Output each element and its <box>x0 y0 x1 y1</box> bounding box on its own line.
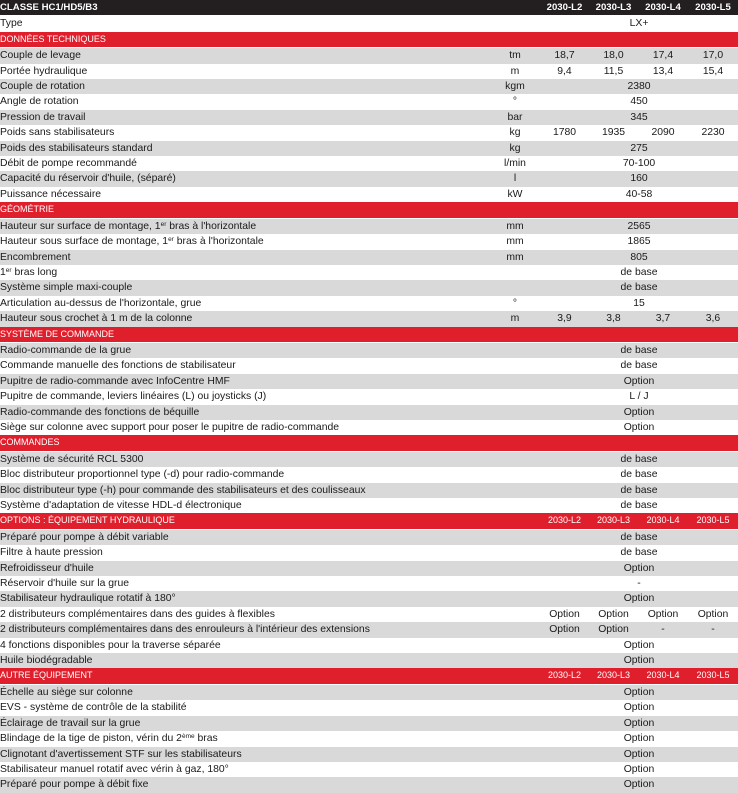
spec-label-text: Huile biodégradable <box>0 655 93 667</box>
spec-label-tail: bras à l'horizontale <box>166 220 257 232</box>
spec-row <box>0 498 738 513</box>
spec-unit <box>490 545 540 560</box>
spec-unit: mm <box>490 250 540 265</box>
spec-unit: m <box>490 64 540 79</box>
spec-value-shared: de base <box>540 545 738 560</box>
section-model-label: 2030-L2 <box>540 513 589 529</box>
spec-row <box>0 700 738 715</box>
section-model-label: 2030-L3 <box>589 513 638 529</box>
spec-value-shared: de base <box>540 451 738 467</box>
spec-label <box>0 451 490 467</box>
spec-row <box>0 731 738 746</box>
spec-label-tail: bras long <box>11 266 58 278</box>
spec-value: 3,6 <box>688 311 738 326</box>
spec-row <box>0 405 738 420</box>
spec-unit <box>490 374 540 389</box>
spec-value: 1780 <box>540 125 589 140</box>
spec-label-text: 4 fonctions disponibles pour la traverse séparée <box>0 639 221 651</box>
spec-value-shared: Option <box>540 420 738 435</box>
spec-value-shared: de base <box>540 483 738 498</box>
spec-row <box>0 48 738 64</box>
spec-label <box>0 716 490 731</box>
spec-label <box>0 622 490 637</box>
spec-label-text: Refroidisseur d'huile <box>0 562 94 574</box>
spec-label-text: Réservoir d'huile sur la grue <box>0 578 130 590</box>
spec-label-text: Couple de levage <box>0 50 81 62</box>
spec-unit: kW <box>490 187 540 202</box>
spec-value-shared: Option <box>540 405 738 420</box>
spec-row <box>0 296 738 311</box>
spec-label <box>0 125 490 140</box>
spec-label-text: Éclairage de travail sur la grue <box>0 717 141 729</box>
section-model-label: 2030-L2 <box>540 668 589 684</box>
class-label: CLASSE HC1/HD5/B3 <box>0 0 490 16</box>
spec-value-shared: 345 <box>540 110 738 125</box>
spec-label <box>0 591 490 606</box>
spec-unit: kgm <box>490 79 540 94</box>
type-label: Type <box>0 16 490 32</box>
spec-unit <box>490 451 540 467</box>
spec-value: Option <box>540 607 589 622</box>
spec-label <box>0 747 490 762</box>
section-unit-cell <box>490 513 540 529</box>
section-title: SYSTÈME DE COMMANDE <box>0 327 490 343</box>
spec-row <box>0 311 738 326</box>
spec-label-superscript: er <box>168 236 174 244</box>
spec-row <box>0 622 738 637</box>
section-model-label: 2030-L4 <box>638 513 688 529</box>
spec-unit: m <box>490 311 540 326</box>
spec-row <box>0 64 738 79</box>
spec-row <box>0 653 738 668</box>
spec-label-text: Système de sécurité RCL 5300 <box>0 453 144 465</box>
spec-unit <box>490 762 540 777</box>
section-unit-cell <box>490 327 540 343</box>
spec-unit <box>490 653 540 668</box>
spec-value-shared: de base <box>540 280 738 295</box>
section-model-label: 2030-L3 <box>589 668 638 684</box>
spec-label-text: Radio-commande des fonctions de béquille <box>0 406 200 418</box>
spec-label <box>0 498 490 513</box>
spec-label <box>0 280 490 295</box>
spec-unit: l <box>490 171 540 186</box>
spec-row <box>0 374 738 389</box>
spec-row <box>0 638 738 653</box>
spec-value: 3,7 <box>638 311 688 326</box>
spec-unit <box>490 498 540 513</box>
spec-row <box>0 561 738 576</box>
spec-label-text: Commande manuelle des fonctions de stabilisateur <box>0 360 236 372</box>
spec-value: 3,8 <box>589 311 638 326</box>
spec-label-text: Bloc distributeur type (-h) pour commande des stabilisateurs et des coulisseaux <box>0 484 366 496</box>
spec-label-text: Clignotant d'avertissement STF sur les stabilisateurs <box>0 748 242 760</box>
spec-row <box>0 280 738 295</box>
spec-value: 11,5 <box>589 64 638 79</box>
section-unit-cell <box>490 668 540 684</box>
spec-value: 13,4 <box>638 64 688 79</box>
spec-label-text: EVS - système de contrôle de la stabilité <box>0 702 187 714</box>
spec-label-text: Articulation au-dessus de l'horizontale, grue <box>0 297 202 309</box>
spec-label <box>0 171 490 186</box>
spec-value-shared: de base <box>540 265 738 280</box>
spec-row <box>0 171 738 186</box>
spec-label-tail: bras <box>194 733 218 745</box>
spec-value-shared: Option <box>540 731 738 746</box>
unit-header-cell <box>490 0 540 16</box>
spec-unit: ° <box>490 94 540 109</box>
spec-row <box>0 125 738 140</box>
spec-value-shared: 275 <box>540 141 738 156</box>
spec-label-text: Pupitre de radio-commande avec InfoCentre HMF <box>0 375 230 387</box>
spec-value-shared: Option <box>540 747 738 762</box>
spec-label <box>0 405 490 420</box>
spec-value-shared: Option <box>540 561 738 576</box>
spec-label-text: Bloc distributeur proportionnel type (-d) pour radio-commande <box>0 469 285 481</box>
spec-label-text: Stabilisateur hydraulique rotatif à 180° <box>0 593 176 605</box>
spec-value-shared: 2380 <box>540 79 738 94</box>
spec-label <box>0 48 490 64</box>
spec-value: 2230 <box>688 125 738 140</box>
spec-unit <box>490 265 540 280</box>
section-filler <box>540 435 738 451</box>
spec-value-shared: de base <box>540 467 738 482</box>
spec-value: 2090 <box>638 125 688 140</box>
section-header <box>0 668 738 684</box>
spec-value: 3,9 <box>540 311 589 326</box>
spec-label <box>0 141 490 156</box>
spec-label-text: Portée hydraulique <box>0 65 88 77</box>
spec-value-shared: 70-100 <box>540 156 738 171</box>
section-model-label: 2030-L5 <box>688 668 738 684</box>
model-header-l4: 2030-L4 <box>638 0 688 16</box>
spec-label <box>0 358 490 373</box>
spec-label-text: Angle de rotation <box>0 96 79 108</box>
spec-unit <box>490 684 540 700</box>
spec-row <box>0 265 738 280</box>
spec-label <box>0 529 490 545</box>
spec-label-text: Poids des stabilisateurs standard <box>0 142 153 154</box>
model-header-l5: 2030-L5 <box>688 0 738 16</box>
spec-value-shared: Option <box>540 591 738 606</box>
spec-label-text: Blindage de la tige de piston, vérin du 2 <box>0 733 182 745</box>
spec-unit <box>490 622 540 637</box>
spec-row <box>0 762 738 777</box>
spec-unit: mm <box>490 218 540 234</box>
spec-row <box>0 420 738 435</box>
spec-label-text: Poids sans stabilisateurs <box>0 127 115 139</box>
spec-value: 17,4 <box>638 48 688 64</box>
spec-unit <box>490 638 540 653</box>
spec-unit <box>490 716 540 731</box>
section-header <box>0 435 738 451</box>
spec-label <box>0 545 490 560</box>
spec-value: - <box>638 622 688 637</box>
spec-label <box>0 731 490 746</box>
spec-unit <box>490 777 540 792</box>
spec-unit <box>490 700 540 715</box>
spec-label <box>0 467 490 482</box>
section-filler <box>540 327 738 343</box>
spec-value: - <box>688 622 738 637</box>
spec-value-shared: Option <box>540 638 738 653</box>
section-title: COMMANDES <box>0 435 490 451</box>
spec-unit <box>490 405 540 420</box>
spec-unit <box>490 607 540 622</box>
spec-label-superscript: ème <box>181 733 195 741</box>
spec-label <box>0 156 490 171</box>
spec-value: 15,4 <box>688 64 738 79</box>
spec-label <box>0 234 490 249</box>
spec-label-text: Stabilisateur manuel rotatif avec vérin à gaz, 180° <box>0 763 229 775</box>
spec-row <box>0 716 738 731</box>
spec-value: Option <box>589 607 638 622</box>
section-title: AUTRE ÉQUIPEMENT <box>0 668 490 684</box>
table-header-row <box>0 0 738 16</box>
spec-label-text: Hauteur sur surface de montage, 1 <box>0 220 161 232</box>
spec-row <box>0 576 738 591</box>
spec-row <box>0 684 738 700</box>
spec-label <box>0 110 490 125</box>
spec-row <box>0 79 738 94</box>
spec-label-text: Système d'adaptation de vitesse HDL-d électronique <box>0 500 242 511</box>
section-unit-cell <box>490 435 540 451</box>
spec-label-text: Pupitre de commande, leviers linéaires (L) ou joysticks (J) <box>0 391 267 403</box>
spec-unit <box>490 561 540 576</box>
spec-row <box>0 358 738 373</box>
spec-value: 17,0 <box>688 48 738 64</box>
spec-label <box>0 218 490 234</box>
spec-label <box>0 762 490 777</box>
spec-unit <box>490 591 540 606</box>
section-filler <box>540 32 738 48</box>
spec-label <box>0 653 490 668</box>
spec-unit: bar <box>490 110 540 125</box>
spec-value-shared: de base <box>540 498 738 513</box>
spec-label-tail: bras à l'horizontale <box>173 236 264 248</box>
section-title: GÉOMÉTRIE <box>0 202 490 218</box>
spec-label-text: Puissance nécessaire <box>0 188 102 200</box>
spec-value-shared: 2565 <box>540 218 738 234</box>
model-header-l3: 2030-L3 <box>589 0 638 16</box>
spec-value: Option <box>540 622 589 637</box>
spec-value-shared: Option <box>540 777 738 792</box>
spec-unit: kg <box>490 125 540 140</box>
spec-value-shared: 450 <box>540 94 738 109</box>
spec-row <box>0 342 738 358</box>
spec-unit <box>490 576 540 591</box>
spec-row <box>0 777 738 792</box>
spec-label <box>0 607 490 622</box>
spec-unit <box>490 420 540 435</box>
spec-value-shared: Option <box>540 653 738 668</box>
spec-value-shared: L / J <box>540 389 738 404</box>
spec-label-text: Hauteur sous crochet à 1 m de la colonne <box>0 313 193 325</box>
spec-unit: tm <box>490 48 540 64</box>
spec-label <box>0 79 490 94</box>
spec-row <box>0 591 738 606</box>
spec-label-text: Encombrement <box>0 251 71 263</box>
spec-label-text: Hauteur sous surface de montage, 1 <box>0 236 169 248</box>
spec-value: 18,0 <box>589 48 638 64</box>
spec-label <box>0 389 490 404</box>
spec-label-text: Capacité du réservoir d'huile, (séparé) <box>0 173 176 185</box>
spec-row <box>0 250 738 265</box>
section-model-label: 2030-L4 <box>638 668 688 684</box>
spec-label-text: Préparé pour pompe à débit variable <box>0 531 169 543</box>
spec-value-shared: de base <box>540 342 738 358</box>
spec-label <box>0 296 490 311</box>
spec-label-superscript: er <box>160 220 167 228</box>
section-header <box>0 202 738 218</box>
spec-unit: mm <box>490 234 540 249</box>
spec-value-shared: 1865 <box>540 234 738 249</box>
spec-label-text: Débit de pompe recommandé <box>0 158 137 170</box>
spec-label-text: Préparé pour pompe à débit fixe <box>0 779 149 791</box>
section-filler <box>540 202 738 218</box>
section-header <box>0 327 738 343</box>
spec-value: 18,7 <box>540 48 589 64</box>
spec-label-text: 2 distributeurs complémentaires dans des guides à flexibles <box>0 608 275 620</box>
spec-label <box>0 420 490 435</box>
spec-label <box>0 342 490 358</box>
spec-row <box>0 467 738 482</box>
spec-row <box>0 389 738 404</box>
section-model-label: 2030-L5 <box>688 513 738 529</box>
spec-label <box>0 777 490 792</box>
spec-row <box>0 187 738 202</box>
spec-label <box>0 64 490 79</box>
spec-label-superscript: er <box>5 266 12 274</box>
section-title: DONNÉES TECHNIQUES <box>0 32 490 48</box>
spec-row <box>0 141 738 156</box>
spec-unit <box>490 389 540 404</box>
spec-row <box>0 156 738 171</box>
spec-row <box>0 234 738 249</box>
section-title: OPTIONS : ÉQUIPEMENT HYDRAULIQUE <box>0 513 490 529</box>
spec-value-shared: 160 <box>540 171 738 186</box>
spec-unit <box>490 358 540 373</box>
spec-row <box>0 607 738 622</box>
spec-unit <box>490 342 540 358</box>
spec-value-shared: de base <box>540 358 738 373</box>
spec-label <box>0 576 490 591</box>
spec-label <box>0 311 490 326</box>
spec-row <box>0 218 738 234</box>
spec-row <box>0 110 738 125</box>
spec-label <box>0 265 490 280</box>
spec-unit <box>490 731 540 746</box>
type-unit <box>490 16 540 32</box>
spec-label-text: Échelle au siège sur colonne <box>0 686 133 698</box>
spec-label <box>0 638 490 653</box>
spec-label-text: Filtre à haute pression <box>0 547 103 559</box>
spec-label-text: Couple de rotation <box>0 81 85 93</box>
spec-label-text: Pression de travail <box>0 111 86 123</box>
type-row <box>0 16 738 32</box>
spec-value-shared: 15 <box>540 296 738 311</box>
spec-unit <box>490 747 540 762</box>
spec-unit <box>490 483 540 498</box>
spec-unit <box>490 280 540 295</box>
spec-label-text: Siège sur colonne avec support pour poser le pupitre de radio-commande <box>0 421 340 433</box>
spec-unit: ° <box>490 296 540 311</box>
spec-label <box>0 187 490 202</box>
spec-label <box>0 374 490 389</box>
spec-label <box>0 250 490 265</box>
spec-label-text: 2 distributeurs complémentaires dans des enrouleurs à l'intérieur des extensions <box>0 624 370 636</box>
spec-label-text: Radio-commande de la grue <box>0 344 132 356</box>
spec-value-shared: - <box>540 576 738 591</box>
spec-row <box>0 451 738 467</box>
spec-unit <box>490 467 540 482</box>
spec-label <box>0 483 490 498</box>
spec-label-text: 1 <box>0 266 6 278</box>
spec-row <box>0 747 738 762</box>
spec-value-shared: Option <box>540 684 738 700</box>
spec-label <box>0 561 490 576</box>
spec-label <box>0 94 490 109</box>
spec-value-shared: Option <box>540 762 738 777</box>
spec-value: Option <box>589 622 638 637</box>
spec-label <box>0 700 490 715</box>
spec-value-shared: 40-58 <box>540 187 738 202</box>
spec-value-shared: Option <box>540 374 738 389</box>
section-header <box>0 32 738 48</box>
spec-row <box>0 529 738 545</box>
spec-value: Option <box>638 607 688 622</box>
spec-row <box>0 545 738 560</box>
spec-unit: l/min <box>490 156 540 171</box>
section-unit-cell <box>490 202 540 218</box>
spec-value: 1935 <box>589 125 638 140</box>
spec-label-text: Système simple maxi-couple <box>0 282 133 294</box>
spec-value: Option <box>688 607 738 622</box>
type-value: LX+ <box>540 16 738 32</box>
spec-value: 9,4 <box>540 64 589 79</box>
spec-label <box>0 684 490 700</box>
spec-value-shared: 805 <box>540 250 738 265</box>
spec-unit <box>490 529 540 545</box>
spec-value-shared: Option <box>540 716 738 731</box>
spec-value-shared: de base <box>540 529 738 545</box>
spec-row <box>0 94 738 109</box>
spec-value-shared: Option <box>540 700 738 715</box>
spec-row <box>0 483 738 498</box>
section-header <box>0 513 738 529</box>
section-unit-cell <box>490 32 540 48</box>
model-header-l2: 2030-L2 <box>540 0 589 16</box>
spec-unit: kg <box>490 141 540 156</box>
